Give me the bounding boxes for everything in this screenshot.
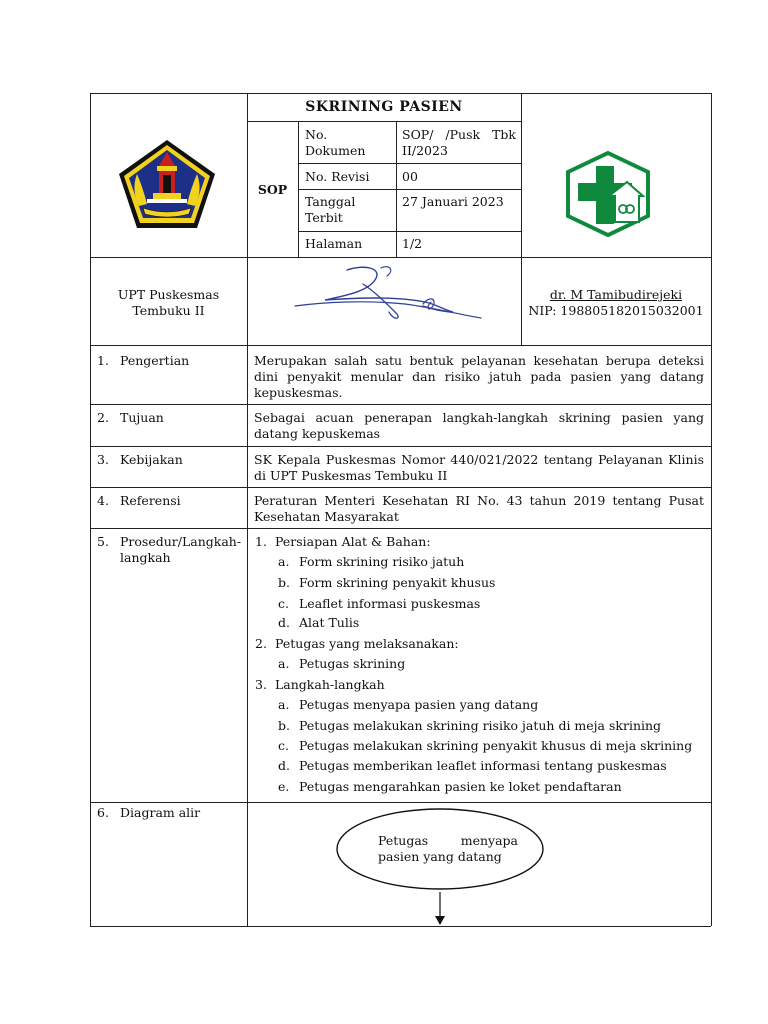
- row1-bottom-border: [90, 404, 711, 405]
- procedure-substep: e. Petugas mengarahkan pasien ke loket pendaftaran: [278, 779, 622, 794]
- procedure-substep: c. Petugas melakukan skrining penyakit khusus di meja skrining: [278, 738, 693, 753]
- section-content-tujuan: Sebagai acuan penerapan langkah-langkah skrining pasien yang datang kepuskemas: [254, 410, 704, 441]
- section-number-4: 4.: [97, 493, 109, 508]
- meta-divider-3: [298, 231, 521, 232]
- sop-column-divider: [298, 121, 299, 257]
- section-title-pengertian: Pengertian: [120, 353, 190, 368]
- row5-bottom-border: [90, 802, 711, 803]
- section-title-kebijakan: Kebijakan: [120, 452, 183, 467]
- table-bottom-border: [90, 926, 711, 927]
- procedure-substep: a. Petugas menyapa pasien yang datang: [278, 697, 539, 712]
- table-left-border: [90, 93, 91, 926]
- section-number-3: 3.: [97, 452, 109, 467]
- puskesmas-green-cross-logo: [565, 150, 651, 238]
- procedure-step-3: [255, 677, 385, 693]
- section-number-2: 2.: [97, 410, 109, 425]
- meta-label-no-dokumen: No. Dokumen: [305, 127, 366, 158]
- section-content-pengertian: Merupakan salah satu bentuk pelayanan kesehatan berupa deteksi dini penyakit menular dan risiko jatuh pada pasien yang datang kepuskesmas.: [254, 353, 704, 400]
- flow-node-1-text: Petugas menyapa pasien yang datang: [378, 833, 518, 864]
- procedure-step-2: [255, 636, 459, 652]
- institution-name: [90, 287, 247, 319]
- info-bottom-border: [90, 345, 711, 346]
- section-content-kebijakan: SK Kepala Puskesmas Nomor 440/021/2022 tentang Pelayanan Klinis di UPT Puskesmas Tembuku II: [254, 452, 704, 483]
- meta-label-no-revisi: No. Revisi: [305, 169, 370, 184]
- procedure-step-text: Langkah-langkah: [275, 677, 385, 692]
- meta-value-no-dokumen: SOP/ /Pusk Tbk II/2023: [402, 127, 516, 158]
- flow-arrow-head: [435, 916, 445, 925]
- title-row-divider: [247, 121, 521, 122]
- procedure-step-text: Petugas yang melaksanakan:: [275, 636, 459, 651]
- sop-label: SOP: [257, 182, 288, 197]
- procedure-substep: d. Petugas memberikan leaflet informasi tentang puskesmas: [278, 758, 667, 773]
- procedure-substep: a. Form skrining risiko jatuh: [278, 554, 465, 569]
- procedure-step-1: [255, 534, 431, 550]
- meta-label-halaman: Halaman: [305, 236, 363, 251]
- procedure-substep: c. Leaflet informasi puskesmas: [278, 596, 481, 611]
- section-number-6: 6.: [97, 805, 109, 820]
- meta-divider-1: [298, 163, 521, 164]
- institution-name-line1: UPT Puskesmas: [117, 287, 220, 302]
- section-title-tujuan: Tujuan: [120, 410, 164, 425]
- meta-divider-2: [298, 189, 521, 190]
- procedure-step-marker: 1.: [255, 534, 267, 549]
- procedure-step-marker: 3.: [255, 677, 267, 692]
- row3-bottom-border: [90, 487, 711, 488]
- handwritten-signature: [285, 262, 485, 324]
- procedure-step-text: Persiapan Alat & Bahan:: [275, 534, 431, 549]
- label-column-divider: [247, 93, 248, 926]
- procedure-substep: b. Form skrining penyakit khusus: [278, 575, 496, 590]
- header-bottom-border: [90, 257, 711, 258]
- section-title-referensi: Referensi: [120, 493, 181, 508]
- section-number-1: 1.: [97, 353, 109, 368]
- institution-name-line2: Tembuku II: [132, 303, 205, 318]
- procedure-substep: a. Petugas skrining: [278, 656, 406, 671]
- meta-value-halaman: 1/2: [402, 236, 423, 251]
- section-title-prosedur-line2: langkah: [120, 550, 171, 565]
- document-title: SKRINING PASIEN: [305, 99, 463, 115]
- table-right-border: [711, 93, 712, 926]
- section-title-diagram-alir: Diagram alir: [120, 805, 201, 820]
- meta-value-tanggal-terbit: 27 Januari 2023: [402, 194, 504, 209]
- procedure-step-marker: 2.: [255, 636, 267, 651]
- meta-value-no-revisi: 00: [402, 169, 418, 184]
- section-title-prosedur: [120, 534, 241, 566]
- flowchart: [330, 806, 560, 926]
- row2-bottom-border: [90, 446, 711, 447]
- meta-label-tanggal-terbit: Tanggal Terbit: [305, 194, 356, 225]
- meta-value-divider: [396, 121, 397, 257]
- section-number-5: 5.: [97, 534, 109, 549]
- row4-bottom-border: [90, 528, 711, 529]
- section-content-referensi: Peraturan Menteri Kesehatan RI No. 43 tahun 2019 tentang Pusat Kesehatan Masyarakat: [254, 493, 704, 524]
- section-title-prosedur-line1: Prosedur/Langkah-: [120, 534, 242, 549]
- head-of-center-name: dr. M Tamibudirejeki: [549, 287, 683, 302]
- procedure-substep: b. Petugas melakukan skrining risiko jatuh di meja skrining: [278, 718, 662, 733]
- regency-emblem-logo: [117, 138, 217, 230]
- table-top-border: [90, 93, 711, 94]
- procedure-substep: d. Alat Tulis: [278, 615, 360, 630]
- head-of-center-nip: NIP: 198805182015032001: [528, 303, 704, 318]
